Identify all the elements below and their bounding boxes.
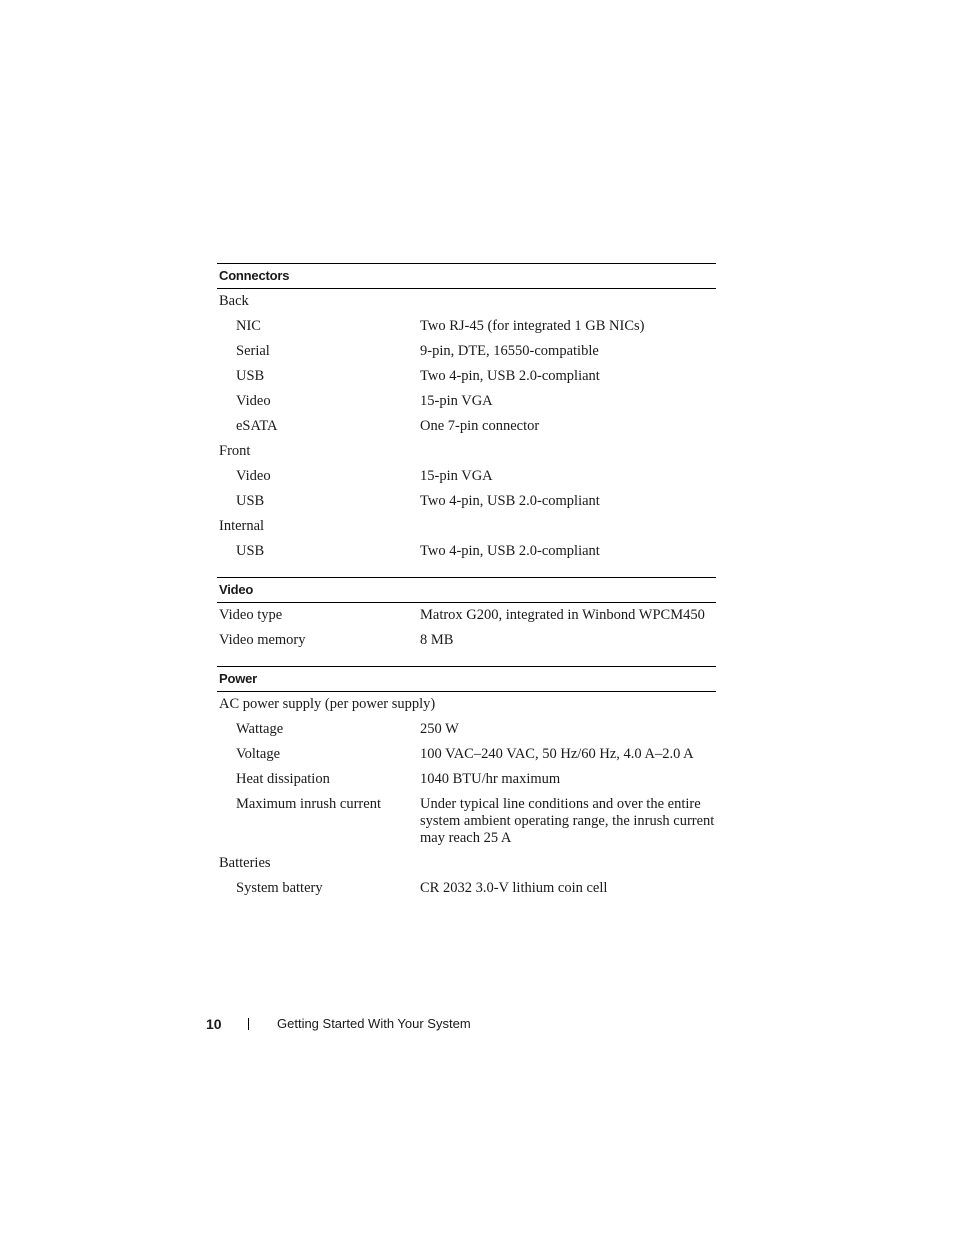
table-row <box>217 339 716 364</box>
row-label: Maximum inrush current <box>236 796 381 812</box>
row-value: 9-pin, DTE, 16550-compatible <box>420 343 599 359</box>
row-label: eSATA <box>236 418 278 434</box>
section-header: Video <box>217 577 716 603</box>
row-value: Under typical line conditions and over the entire system ambient operating range, the inrush current may reach 25 A <box>420 796 715 846</box>
row-label: Video type <box>219 607 283 623</box>
table-row <box>217 767 716 792</box>
table-row <box>217 364 716 389</box>
row-label: Video <box>236 468 271 484</box>
row-value: 250 W <box>420 721 459 737</box>
row-label: USB <box>236 543 265 559</box>
row-label: Front <box>219 443 251 459</box>
row-label: Back <box>219 293 249 309</box>
row-label: USB <box>236 493 265 509</box>
table-row <box>217 414 716 439</box>
table-row <box>217 603 716 628</box>
row-label: USB <box>236 368 265 384</box>
row-label: System battery <box>236 880 323 896</box>
row-value: CR 2032 3.0-V lithium coin cell <box>420 880 608 896</box>
table-row <box>217 489 716 514</box>
table-row <box>217 742 716 767</box>
row-value: 100 VAC–240 VAC, 50 Hz/60 Hz, 4.0 A–2.0 A <box>420 746 694 762</box>
row-value: Two RJ-45 (for integrated 1 GB NICs) <box>420 318 645 334</box>
table-row <box>217 876 716 901</box>
row-value: Two 4-pin, USB 2.0-compliant <box>420 543 600 559</box>
row-value: 8 MB <box>420 632 454 648</box>
table-row <box>217 464 716 489</box>
row-label: Heat dissipation <box>236 771 330 787</box>
group-row <box>217 692 716 717</box>
row-label: Video <box>236 393 271 409</box>
group-row <box>217 851 716 876</box>
row-value: 15-pin VGA <box>420 393 493 409</box>
row-value: One 7-pin connector <box>420 418 540 434</box>
section-video <box>217 577 716 653</box>
section-header: Connectors <box>217 263 716 289</box>
section-header: Power <box>217 666 716 692</box>
table-row <box>217 717 716 742</box>
row-value: Two 4-pin, USB 2.0-compliant <box>420 493 600 509</box>
row-label: AC power supply (per power supply) <box>219 696 436 712</box>
row-label: Wattage <box>236 721 284 737</box>
group-row <box>217 439 716 464</box>
table-row <box>217 314 716 339</box>
row-value: Matrox G200, integrated in Winbond WPCM450 <box>420 607 705 623</box>
page-footer <box>206 1014 471 1034</box>
spec-table <box>217 263 716 914</box>
group-row <box>217 514 716 539</box>
section-power <box>217 666 716 901</box>
row-value: Two 4-pin, USB 2.0-compliant <box>420 368 600 384</box>
row-value: 1040 BTU/hr maximum <box>420 771 561 787</box>
group-row <box>217 289 716 314</box>
section-connectors <box>217 263 716 564</box>
row-label: Voltage <box>236 746 281 762</box>
footer-divider <box>248 1018 249 1030</box>
footer-title: Getting Started With Your System <box>277 1016 471 1031</box>
row-label: Internal <box>219 518 265 534</box>
row-label: Batteries <box>219 855 271 871</box>
table-row <box>217 792 716 851</box>
page-number: 10 <box>206 1016 222 1032</box>
row-value: 15-pin VGA <box>420 468 493 484</box>
table-row <box>217 539 716 564</box>
table-row <box>217 628 716 653</box>
table-row <box>217 389 716 414</box>
row-label: NIC <box>236 318 261 334</box>
row-label: Serial <box>236 343 270 359</box>
row-label: Video memory <box>219 632 306 648</box>
